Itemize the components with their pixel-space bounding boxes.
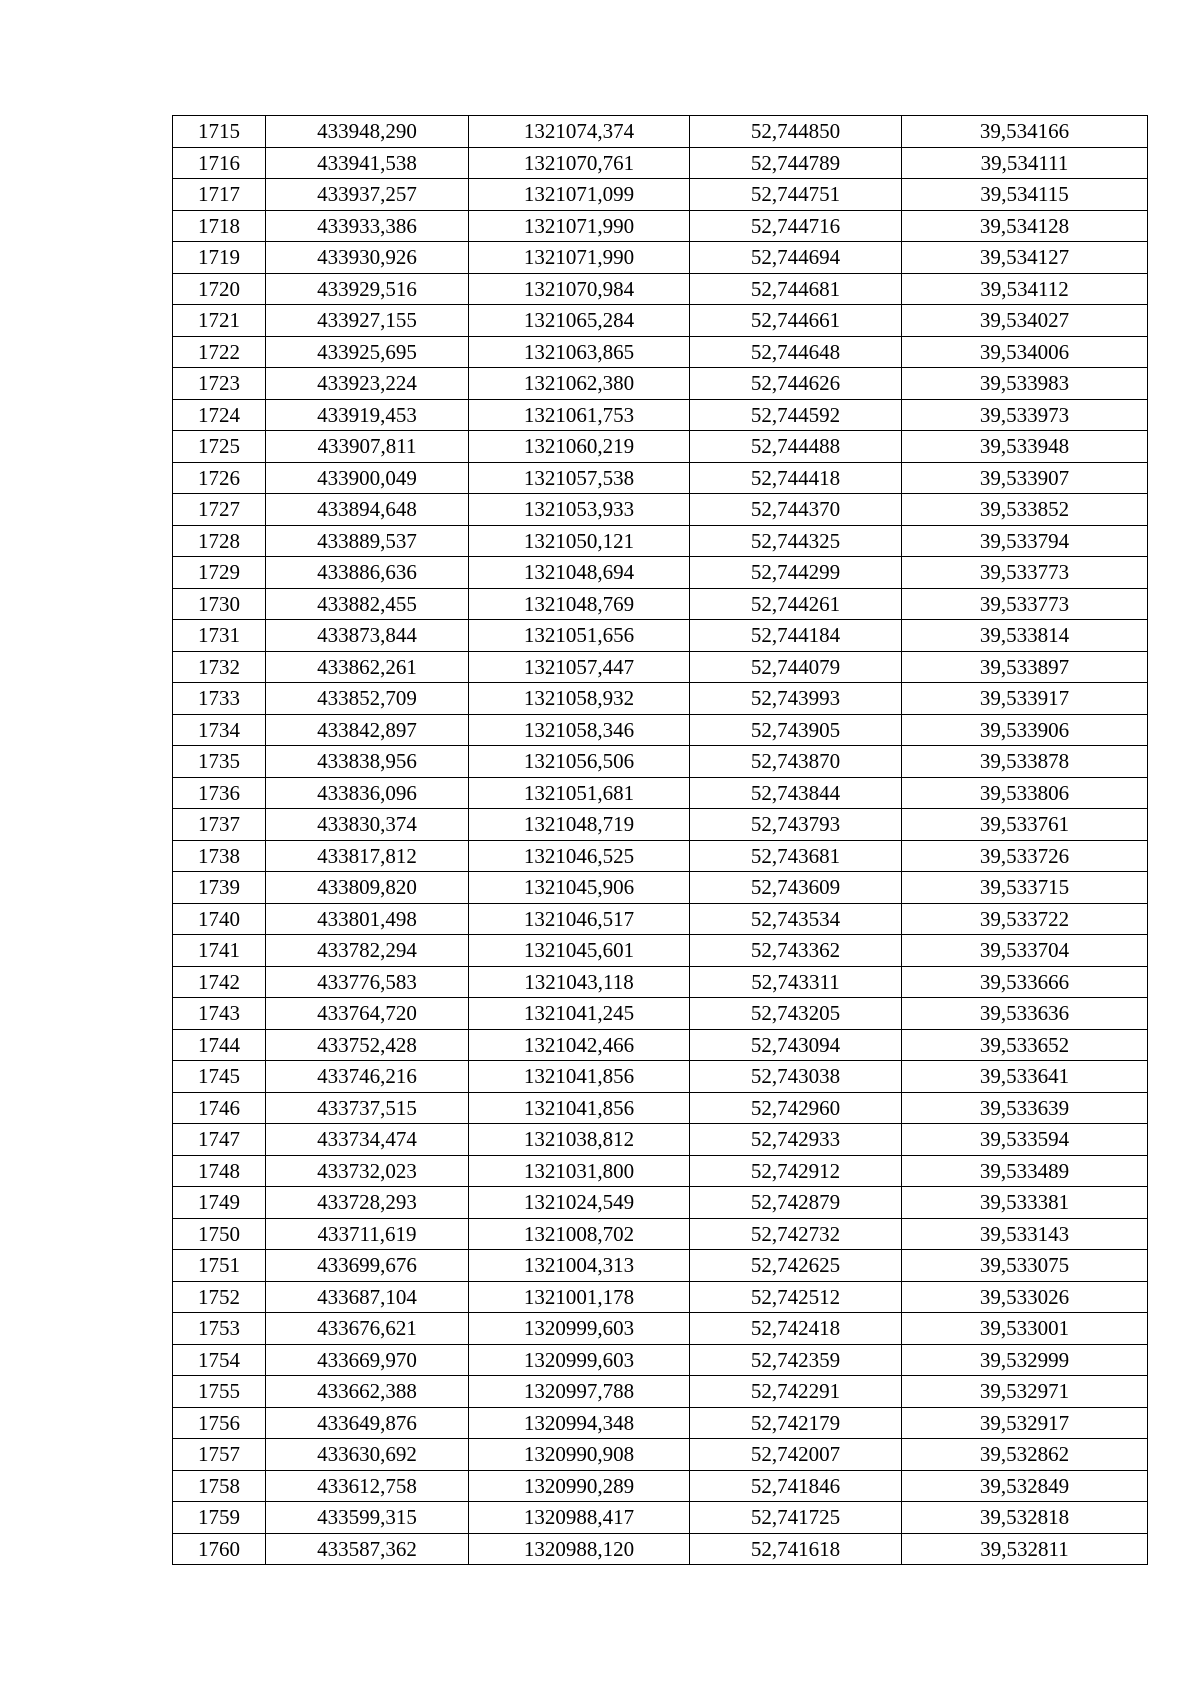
x-coordinate-cell: 433930,926 — [266, 242, 469, 274]
longitude-cell: 39,533852 — [902, 494, 1148, 526]
longitude-cell: 39,534006 — [902, 336, 1148, 368]
latitude-cell: 52,743362 — [690, 935, 902, 967]
latitude-cell: 52,744789 — [690, 147, 902, 179]
point-number-cell: 1725 — [173, 431, 266, 463]
x-coordinate-cell: 433662,388 — [266, 1376, 469, 1408]
latitude-cell: 52,744592 — [690, 399, 902, 431]
point-number-cell: 1732 — [173, 651, 266, 683]
x-coordinate-cell: 433699,676 — [266, 1250, 469, 1282]
table-row — [173, 1281, 1148, 1313]
x-coordinate-cell: 433830,374 — [266, 809, 469, 841]
longitude-cell: 39,533973 — [902, 399, 1148, 431]
table-row — [173, 273, 1148, 305]
point-number-cell: 1729 — [173, 557, 266, 589]
longitude-cell: 39,533917 — [902, 683, 1148, 715]
y-coordinate-cell: 1321024,549 — [469, 1187, 690, 1219]
table-row — [173, 494, 1148, 526]
point-number-cell: 1724 — [173, 399, 266, 431]
point-number-cell: 1738 — [173, 840, 266, 872]
latitude-cell: 52,744681 — [690, 273, 902, 305]
table-row — [173, 1218, 1148, 1250]
x-coordinate-cell: 433752,428 — [266, 1029, 469, 1061]
longitude-cell: 39,533489 — [902, 1155, 1148, 1187]
x-coordinate-cell: 433842,897 — [266, 714, 469, 746]
table-row — [173, 462, 1148, 494]
longitude-cell: 39,533794 — [902, 525, 1148, 557]
x-coordinate-cell: 433734,474 — [266, 1124, 469, 1156]
point-number-cell: 1728 — [173, 525, 266, 557]
point-number-cell: 1734 — [173, 714, 266, 746]
longitude-cell: 39,532999 — [902, 1344, 1148, 1376]
longitude-cell: 39,533722 — [902, 903, 1148, 935]
longitude-cell: 39,534027 — [902, 305, 1148, 337]
point-number-cell: 1720 — [173, 273, 266, 305]
longitude-cell: 39,533773 — [902, 557, 1148, 589]
y-coordinate-cell: 1320988,120 — [469, 1533, 690, 1565]
x-coordinate-cell: 433728,293 — [266, 1187, 469, 1219]
y-coordinate-cell: 1321071,099 — [469, 179, 690, 211]
y-coordinate-cell: 1321071,990 — [469, 242, 690, 274]
point-number-cell: 1744 — [173, 1029, 266, 1061]
y-coordinate-cell: 1321038,812 — [469, 1124, 690, 1156]
latitude-cell: 52,744751 — [690, 179, 902, 211]
x-coordinate-cell: 433925,695 — [266, 336, 469, 368]
table-row — [173, 179, 1148, 211]
x-coordinate-cell: 433941,538 — [266, 147, 469, 179]
table-row — [173, 116, 1148, 148]
y-coordinate-cell: 1321041,856 — [469, 1092, 690, 1124]
longitude-cell: 39,533715 — [902, 872, 1148, 904]
table-row — [173, 1376, 1148, 1408]
latitude-cell: 52,743905 — [690, 714, 902, 746]
point-number-cell: 1749 — [173, 1187, 266, 1219]
y-coordinate-cell: 1321048,769 — [469, 588, 690, 620]
x-coordinate-cell: 433687,104 — [266, 1281, 469, 1313]
latitude-cell: 52,743094 — [690, 1029, 902, 1061]
y-coordinate-cell: 1321063,865 — [469, 336, 690, 368]
point-number-cell: 1736 — [173, 777, 266, 809]
point-number-cell: 1743 — [173, 998, 266, 1030]
x-coordinate-cell: 433809,820 — [266, 872, 469, 904]
y-coordinate-cell: 1321057,447 — [469, 651, 690, 683]
x-coordinate-cell: 433862,261 — [266, 651, 469, 683]
x-coordinate-cell: 433782,294 — [266, 935, 469, 967]
y-coordinate-cell: 1320999,603 — [469, 1313, 690, 1345]
latitude-cell: 52,743993 — [690, 683, 902, 715]
point-number-cell: 1715 — [173, 116, 266, 148]
point-number-cell: 1745 — [173, 1061, 266, 1093]
y-coordinate-cell: 1321046,517 — [469, 903, 690, 935]
y-coordinate-cell: 1321061,753 — [469, 399, 690, 431]
longitude-cell: 39,533983 — [902, 368, 1148, 400]
latitude-cell: 52,744079 — [690, 651, 902, 683]
table-row — [173, 399, 1148, 431]
y-coordinate-cell: 1321070,761 — [469, 147, 690, 179]
y-coordinate-cell: 1321048,694 — [469, 557, 690, 589]
coordinates-table — [172, 115, 1148, 1565]
y-coordinate-cell: 1321001,178 — [469, 1281, 690, 1313]
y-coordinate-cell: 1321053,933 — [469, 494, 690, 526]
x-coordinate-cell: 433587,362 — [266, 1533, 469, 1565]
table-row — [173, 147, 1148, 179]
x-coordinate-cell: 433676,621 — [266, 1313, 469, 1345]
x-coordinate-cell: 433919,453 — [266, 399, 469, 431]
latitude-cell: 52,744299 — [690, 557, 902, 589]
longitude-cell: 39,533906 — [902, 714, 1148, 746]
table-row — [173, 1313, 1148, 1345]
x-coordinate-cell: 433669,970 — [266, 1344, 469, 1376]
latitude-cell: 52,742625 — [690, 1250, 902, 1282]
table-row — [173, 935, 1148, 967]
table-row — [173, 1439, 1148, 1471]
x-coordinate-cell: 433929,516 — [266, 273, 469, 305]
latitude-cell: 52,744716 — [690, 210, 902, 242]
latitude-cell: 52,742418 — [690, 1313, 902, 1345]
latitude-cell: 52,743038 — [690, 1061, 902, 1093]
table-row — [173, 1092, 1148, 1124]
point-number-cell: 1747 — [173, 1124, 266, 1156]
point-number-cell: 1759 — [173, 1502, 266, 1534]
y-coordinate-cell: 1321008,702 — [469, 1218, 690, 1250]
x-coordinate-cell: 433937,257 — [266, 179, 469, 211]
latitude-cell: 52,743681 — [690, 840, 902, 872]
x-coordinate-cell: 433764,720 — [266, 998, 469, 1030]
latitude-cell: 52,742912 — [690, 1155, 902, 1187]
x-coordinate-cell: 433933,386 — [266, 210, 469, 242]
longitude-cell: 39,532849 — [902, 1470, 1148, 1502]
point-number-cell: 1751 — [173, 1250, 266, 1282]
x-coordinate-cell: 433612,758 — [266, 1470, 469, 1502]
table-row — [173, 620, 1148, 652]
x-coordinate-cell: 433838,956 — [266, 746, 469, 778]
point-number-cell: 1718 — [173, 210, 266, 242]
longitude-cell: 39,533948 — [902, 431, 1148, 463]
table-row — [173, 557, 1148, 589]
y-coordinate-cell: 1321056,506 — [469, 746, 690, 778]
longitude-cell: 39,533773 — [902, 588, 1148, 620]
latitude-cell: 52,743609 — [690, 872, 902, 904]
table-row — [173, 588, 1148, 620]
latitude-cell: 52,744648 — [690, 336, 902, 368]
point-number-cell: 1758 — [173, 1470, 266, 1502]
table-row — [173, 1250, 1148, 1282]
longitude-cell: 39,533001 — [902, 1313, 1148, 1345]
point-number-cell: 1726 — [173, 462, 266, 494]
y-coordinate-cell: 1320999,603 — [469, 1344, 690, 1376]
longitude-cell: 39,532818 — [902, 1502, 1148, 1534]
point-number-cell: 1716 — [173, 147, 266, 179]
longitude-cell: 39,532971 — [902, 1376, 1148, 1408]
table-row — [173, 998, 1148, 1030]
latitude-cell: 52,743870 — [690, 746, 902, 778]
point-number-cell: 1733 — [173, 683, 266, 715]
table-row — [173, 1470, 1148, 1502]
y-coordinate-cell: 1321043,118 — [469, 966, 690, 998]
longitude-cell: 39,532862 — [902, 1439, 1148, 1471]
longitude-cell: 39,533704 — [902, 935, 1148, 967]
table-row — [173, 1124, 1148, 1156]
x-coordinate-cell: 433599,315 — [266, 1502, 469, 1534]
point-number-cell: 1753 — [173, 1313, 266, 1345]
latitude-cell: 52,744661 — [690, 305, 902, 337]
table-row — [173, 1502, 1148, 1534]
latitude-cell: 52,742732 — [690, 1218, 902, 1250]
y-coordinate-cell: 1321045,906 — [469, 872, 690, 904]
point-number-cell: 1754 — [173, 1344, 266, 1376]
x-coordinate-cell: 433948,290 — [266, 116, 469, 148]
table-row — [173, 1029, 1148, 1061]
table-row — [173, 746, 1148, 778]
table-row — [173, 651, 1148, 683]
point-number-cell: 1722 — [173, 336, 266, 368]
table-row — [173, 1407, 1148, 1439]
longitude-cell: 39,533878 — [902, 746, 1148, 778]
point-number-cell: 1741 — [173, 935, 266, 967]
longitude-cell: 39,533594 — [902, 1124, 1148, 1156]
y-coordinate-cell: 1321065,284 — [469, 305, 690, 337]
latitude-cell: 52,742512 — [690, 1281, 902, 1313]
table-row — [173, 777, 1148, 809]
y-coordinate-cell: 1321071,990 — [469, 210, 690, 242]
y-coordinate-cell: 1321045,601 — [469, 935, 690, 967]
longitude-cell: 39,533814 — [902, 620, 1148, 652]
latitude-cell: 52,742179 — [690, 1407, 902, 1439]
point-number-cell: 1739 — [173, 872, 266, 904]
latitude-cell: 52,741618 — [690, 1533, 902, 1565]
x-coordinate-cell: 433836,096 — [266, 777, 469, 809]
point-number-cell: 1719 — [173, 242, 266, 274]
longitude-cell: 39,532917 — [902, 1407, 1148, 1439]
y-coordinate-cell: 1321058,932 — [469, 683, 690, 715]
latitude-cell: 52,744418 — [690, 462, 902, 494]
x-coordinate-cell: 433873,844 — [266, 620, 469, 652]
y-coordinate-cell: 1321060,219 — [469, 431, 690, 463]
latitude-cell: 52,744626 — [690, 368, 902, 400]
table-row — [173, 336, 1148, 368]
y-coordinate-cell: 1320990,289 — [469, 1470, 690, 1502]
longitude-cell: 39,533636 — [902, 998, 1148, 1030]
latitude-cell: 52,742291 — [690, 1376, 902, 1408]
y-coordinate-cell: 1321050,121 — [469, 525, 690, 557]
point-number-cell: 1752 — [173, 1281, 266, 1313]
longitude-cell: 39,534111 — [902, 147, 1148, 179]
point-number-cell: 1730 — [173, 588, 266, 620]
table-row — [173, 242, 1148, 274]
y-coordinate-cell: 1321070,984 — [469, 273, 690, 305]
table-row — [173, 872, 1148, 904]
table-row — [173, 714, 1148, 746]
x-coordinate-cell: 433711,619 — [266, 1218, 469, 1250]
point-number-cell: 1717 — [173, 179, 266, 211]
latitude-cell: 52,743844 — [690, 777, 902, 809]
latitude-cell: 52,744694 — [690, 242, 902, 274]
latitude-cell: 52,742933 — [690, 1124, 902, 1156]
latitude-cell: 52,742879 — [690, 1187, 902, 1219]
table-row — [173, 840, 1148, 872]
longitude-cell: 39,533075 — [902, 1250, 1148, 1282]
table-row — [173, 525, 1148, 557]
y-coordinate-cell: 1321074,374 — [469, 116, 690, 148]
latitude-cell: 52,742007 — [690, 1439, 902, 1471]
latitude-cell: 52,744184 — [690, 620, 902, 652]
x-coordinate-cell: 433889,537 — [266, 525, 469, 557]
x-coordinate-cell: 433894,648 — [266, 494, 469, 526]
y-coordinate-cell: 1321041,856 — [469, 1061, 690, 1093]
table-row — [173, 431, 1148, 463]
y-coordinate-cell: 1321058,346 — [469, 714, 690, 746]
latitude-cell: 52,744850 — [690, 116, 902, 148]
table-row — [173, 683, 1148, 715]
latitude-cell: 52,744488 — [690, 431, 902, 463]
point-number-cell: 1756 — [173, 1407, 266, 1439]
latitude-cell: 52,742960 — [690, 1092, 902, 1124]
point-number-cell: 1746 — [173, 1092, 266, 1124]
point-number-cell: 1750 — [173, 1218, 266, 1250]
point-number-cell: 1737 — [173, 809, 266, 841]
x-coordinate-cell: 433817,812 — [266, 840, 469, 872]
x-coordinate-cell: 433649,876 — [266, 1407, 469, 1439]
longitude-cell: 39,534128 — [902, 210, 1148, 242]
longitude-cell: 39,533726 — [902, 840, 1148, 872]
latitude-cell: 52,743793 — [690, 809, 902, 841]
point-number-cell: 1757 — [173, 1439, 266, 1471]
point-number-cell: 1727 — [173, 494, 266, 526]
table-row — [173, 210, 1148, 242]
longitude-cell: 39,533143 — [902, 1218, 1148, 1250]
latitude-cell: 52,744325 — [690, 525, 902, 557]
y-coordinate-cell: 1320988,417 — [469, 1502, 690, 1534]
latitude-cell: 52,743205 — [690, 998, 902, 1030]
y-coordinate-cell: 1321042,466 — [469, 1029, 690, 1061]
x-coordinate-cell: 433907,811 — [266, 431, 469, 463]
y-coordinate-cell: 1321004,313 — [469, 1250, 690, 1282]
coordinates-table-body — [173, 116, 1148, 1565]
table-row — [173, 1344, 1148, 1376]
latitude-cell: 52,744261 — [690, 588, 902, 620]
point-number-cell: 1721 — [173, 305, 266, 337]
latitude-cell: 52,742359 — [690, 1344, 902, 1376]
table-row — [173, 809, 1148, 841]
longitude-cell: 39,533897 — [902, 651, 1148, 683]
x-coordinate-cell: 433927,155 — [266, 305, 469, 337]
x-coordinate-cell: 433801,498 — [266, 903, 469, 935]
table-row — [173, 966, 1148, 998]
y-coordinate-cell: 1321051,681 — [469, 777, 690, 809]
longitude-cell: 39,533806 — [902, 777, 1148, 809]
latitude-cell: 52,743311 — [690, 966, 902, 998]
point-number-cell: 1748 — [173, 1155, 266, 1187]
table-row — [173, 1155, 1148, 1187]
y-coordinate-cell: 1320997,788 — [469, 1376, 690, 1408]
longitude-cell: 39,533026 — [902, 1281, 1148, 1313]
longitude-cell: 39,532811 — [902, 1533, 1148, 1565]
y-coordinate-cell: 1320994,348 — [469, 1407, 690, 1439]
latitude-cell: 52,744370 — [690, 494, 902, 526]
x-coordinate-cell: 433776,583 — [266, 966, 469, 998]
point-number-cell: 1735 — [173, 746, 266, 778]
point-number-cell: 1731 — [173, 620, 266, 652]
longitude-cell: 39,533639 — [902, 1092, 1148, 1124]
latitude-cell: 52,743534 — [690, 903, 902, 935]
longitude-cell: 39,533641 — [902, 1061, 1148, 1093]
x-coordinate-cell: 433923,224 — [266, 368, 469, 400]
longitude-cell: 39,534127 — [902, 242, 1148, 274]
x-coordinate-cell: 433900,049 — [266, 462, 469, 494]
x-coordinate-cell: 433732,023 — [266, 1155, 469, 1187]
table-row — [173, 1533, 1148, 1565]
longitude-cell: 39,533907 — [902, 462, 1148, 494]
longitude-cell: 39,534166 — [902, 116, 1148, 148]
x-coordinate-cell: 433630,692 — [266, 1439, 469, 1471]
point-number-cell: 1740 — [173, 903, 266, 935]
table-row — [173, 368, 1148, 400]
y-coordinate-cell: 1321051,656 — [469, 620, 690, 652]
longitude-cell: 39,534115 — [902, 179, 1148, 211]
longitude-cell: 39,533666 — [902, 966, 1148, 998]
y-coordinate-cell: 1321046,525 — [469, 840, 690, 872]
x-coordinate-cell: 433882,455 — [266, 588, 469, 620]
table-row — [173, 903, 1148, 935]
longitude-cell: 39,534112 — [902, 273, 1148, 305]
point-number-cell: 1723 — [173, 368, 266, 400]
x-coordinate-cell: 433746,216 — [266, 1061, 469, 1093]
y-coordinate-cell: 1321057,538 — [469, 462, 690, 494]
longitude-cell: 39,533381 — [902, 1187, 1148, 1219]
longitude-cell: 39,533652 — [902, 1029, 1148, 1061]
y-coordinate-cell: 1321062,380 — [469, 368, 690, 400]
point-number-cell: 1755 — [173, 1376, 266, 1408]
latitude-cell: 52,741725 — [690, 1502, 902, 1534]
x-coordinate-cell: 433737,515 — [266, 1092, 469, 1124]
y-coordinate-cell: 1321048,719 — [469, 809, 690, 841]
point-number-cell: 1742 — [173, 966, 266, 998]
point-number-cell: 1760 — [173, 1533, 266, 1565]
latitude-cell: 52,741846 — [690, 1470, 902, 1502]
x-coordinate-cell: 433886,636 — [266, 557, 469, 589]
table-row — [173, 1187, 1148, 1219]
table-row — [173, 305, 1148, 337]
y-coordinate-cell: 1320990,908 — [469, 1439, 690, 1471]
y-coordinate-cell: 1321041,245 — [469, 998, 690, 1030]
x-coordinate-cell: 433852,709 — [266, 683, 469, 715]
table-row — [173, 1061, 1148, 1093]
longitude-cell: 39,533761 — [902, 809, 1148, 841]
y-coordinate-cell: 1321031,800 — [469, 1155, 690, 1187]
